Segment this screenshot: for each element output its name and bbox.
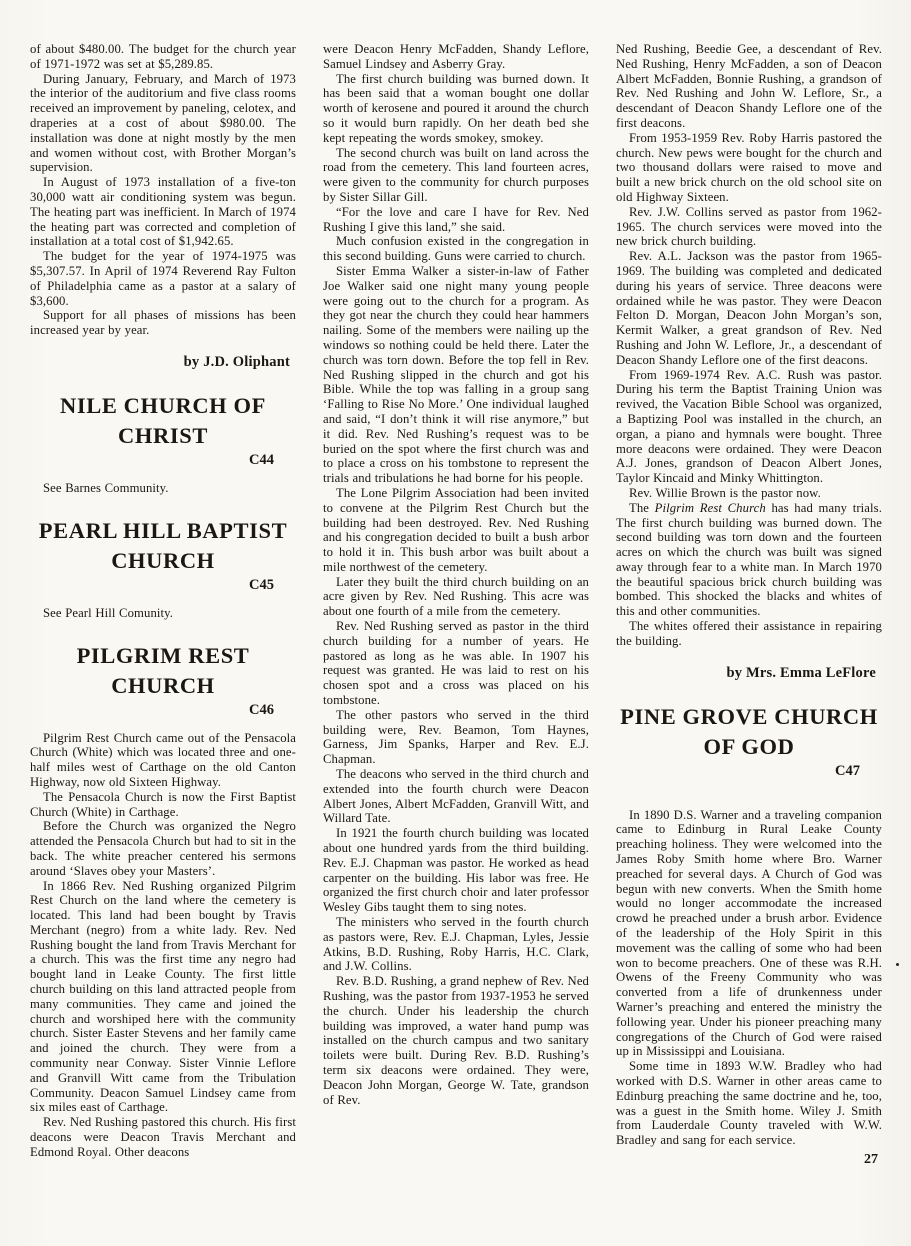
paragraph: Some time in 1893 W.W. Bradley who had worked with D.S. Warner in other areas came to Edinburg preaching the same doctrine and he, too, was a guest in the Smith home. Wiley J. Smith from Lauderdale County traveled with W.W. Bradley and sang for each service. bbox=[616, 1059, 882, 1148]
paragraph: Ned Rushing, Beedie Gee, a descendant of Rev. Ned Rushing, Henry McFadden, a son of Deacon Albert McFadden, Bonnie Rushing, a grandson of Rev. Ned Rushing and John W. Leflore, Sr., a descendant of Deacon Shandy Leflore one of the first deacons. bbox=[616, 42, 882, 130]
paragraph: Rev. Ned Rushing served as pastor in the third church building for a number of years. He pastored as long as he was able. In 1907 his request was granted. He was laid to rest on his chosen spot and a cross was placed on his tombstone. bbox=[323, 619, 589, 708]
section-heading: PINE GROVE CHURCH OF GOD bbox=[620, 703, 878, 759]
byline: by J.D. Oliphant bbox=[183, 353, 290, 370]
paragraph: The budget for the year of 1974-1975 was $5,307.57. In April of 1974 Reverend Ray Fulton of Philadelphia came as a pastor at a salary of $3,600. bbox=[30, 249, 296, 308]
paragraph: During January, February, and March of 1973 the interior of the auditorium and five class rooms received an improvement by paneling, celotex, and draperies at a cost of about $980.00. The installation was done at night mostly by the men and women without cost, with Brother Morgan’s supervision. bbox=[30, 71, 296, 175]
paragraph: “For the love and care I have for Rev. Ned Rushing I give this land,” she said. bbox=[323, 204, 589, 234]
paragraph: Rev. A.L. Jackson was the pastor from 1965-1969. The building was completed and dedicated during his years of service. Three deacons were ordained while he was pastor. They were Deacon Felton D. Morgan, Deacon John Morgan’s son, Kermit Walker, a great grandson of Rev. Ned Rushing and John W. Leflore, Jr., a descendant of Deacon Shandy Leflore one of the first deacons. bbox=[616, 249, 882, 367]
paragraph: In 1866 Rev. Ned Rushing organized Pilgrim Rest Church on the land where the cemetery is located. This land had been bought by Travis Merchant (negro) from a white lady. Rev. Ned Rushing bought the land from Travis Merchant for a church. This was the first time any negro had bought land in Leake County. The first little church building on this land attracted people from many communities. They came and joined the church and worshiped here with the community church. Sister Easter Stevens and her family came and joined the church. They were from a community near Conway. Sister Vinnie Leflore and Granvill Witt came from the Tribulation Community. Deacon Samuel Lindsey came from six miles east of Carthage. bbox=[30, 878, 296, 1115]
paragraph: See Barnes Community. bbox=[43, 480, 169, 495]
paragraph: The whites offered their assistance in repairing the building. bbox=[616, 619, 882, 648]
paragraph: Support for all phases of missions has been increased year by year. bbox=[30, 308, 296, 338]
paragraph: The Pensacola Church is now the First Baptist Church (White) in Carthage. bbox=[30, 789, 296, 819]
paragraph bbox=[616, 501, 882, 619]
paragraph: See Pearl Hill Comunity. bbox=[43, 605, 174, 620]
paragraph: Rev. Willie Brown is the pastor now. bbox=[629, 485, 821, 500]
section-heading: PILGRIM REST CHURCH bbox=[76, 642, 250, 698]
paragraph: Later they built the third church building on an acre given by Rev. Ned Rushing. This acre was about one fourth of a mile from the cemetery. bbox=[323, 574, 589, 619]
paragraph: The first church building was burned down. It has been said that a woman bought one dollar worth of kerosene and poured it around the church so it would burn rapidly. On her death bed she kept repeating the words smokey, smokey. bbox=[323, 71, 589, 145]
scan-artifact-dot bbox=[896, 963, 899, 966]
paragraph: In 1921 the fourth church building was located about one hundred yards from the third building. Rev. E.J. Chapman was pastor. He worked as head carpenter on the building. His labor was free. He organized the first church choir and later professor Wesley Gibs taught them to sing notes. bbox=[323, 826, 589, 915]
paragraph: Before the Church was organized the Negro attended the Pensacola Church but had to sit in the back. The white preacher centered his sermons around ‘Slaves obey your Masters’. bbox=[30, 819, 296, 878]
paragraph: The second church was built on land across the road from the cemetery. This land fourteen acres, were given to the community for church purposes by Sister Sillar Gill. bbox=[323, 145, 589, 204]
paragraph: In 1890 D.S. Warner and a traveling companion came to Edinburg in Rural Leake County preaching holiness. They were welcomed into the James Roby Smith home where Bro. Warner preached for several days. A Church of God was begun with new converts. When the Smith home would no longer accommodate the increased crowd he preached under a brush arbor. Evidence of the leadership of the Holy Spirit in this movement was the calling of some who had been won to become preachers. One of these was R.H. Owens of the Freeny Community who was converted from a life of drunkenness under Warner’s preaching and entered the ministry the following year. Under his pioneer preaching many congregations of the Church of God were raised up in Mississippi and Louisiana. bbox=[616, 807, 882, 1059]
paragraph: Pilgrim Rest Church came out of the Pensacola Church (White) which was located three and one-half miles west of Carthage on the old Canton Highway, now old Sixteen Highway. bbox=[30, 730, 296, 789]
section-heading: PEARL HILL BAPTIST CHURCH bbox=[38, 517, 288, 573]
column-2 bbox=[323, 42, 589, 1168]
paragraph: The Lone Pilgrim Association had been invited to convene at the Pilgrim Rest Church but the building had been destroyed. Rev. Ned Rushing and his congregation decided to built a bush arbor to hold it in. This bush arbor was built about a mile northwest of the cemetery. bbox=[323, 485, 589, 574]
paragraph: In August of 1973 installation of a five-ton 30,000 watt air conditioning system was begun. The heating part was inefficient. In March of 1974 the heating part was corrected and completion of installation at a total cost of $1,942.65. bbox=[30, 175, 296, 249]
paragraph: The other pastors who served in the third building were, Rev. Beamon, Tom Haynes, Garness, Jim Spanks, Harper and Rev. E.J. Chapman. bbox=[323, 707, 589, 767]
column-3 bbox=[616, 42, 882, 1168]
section-code: C46 bbox=[249, 701, 274, 718]
text-run: The bbox=[629, 500, 655, 515]
paragraph: From 1969-1974 Rev. A.C. Rush was pastor. During his term the Baptist Training Union was revived, the Vacation Bible School was organized, a Baptizing Pool was installed in the church, an organ, a piano and hymnals were bought. Three more deacons were ordained. They were Deacon A.J. Jones, grandson of Deacon Albert Jones, Taylor Kincaid and Minky Whittington. bbox=[616, 367, 882, 486]
paragraph: From 1953-1959 Rev. Roby Harris pastored the church. New pews were bought for the church and two thousand dollars were raised to move and built a new brick church on the old school site on old Highway Sixteen. bbox=[616, 130, 882, 204]
paragraph: Sister Emma Walker a sister-in-law of Father Joe Walker said one night many young people were going out to the church for a program. As they got near the church they could hear hammers nailing. Some of the members were nailing up the windows so nothing could be held there. Later the church was torn down. Before the top fell in Rev. Ned Rushing slipped in the church and got his Bible. While the top was falling in a group sang ‘Falling to Rise No More.’ One individual laughed and said, “I don’t think it will rise anymore,” but it did. Rev. Ned Rushing’s request was to be buried on the spot where the first church was and to place a cross on his tombstone to represent the trials and tribulations he had borne for his people. bbox=[323, 263, 589, 486]
paragraph: Much confusion existed in the congregation in this second building. Guns were carried to church. bbox=[323, 234, 589, 264]
column-1 bbox=[30, 42, 296, 1168]
paragraph: of about $480.00. The budget for the church year of 1971-1972 was set at $5,289.85. bbox=[30, 42, 296, 71]
text-run: has had many trials. The first church building was burned down. The second building was torn down and the fourteen acres on which the church was built was signed away through fear to a white man. In March 1970 the beautiful spacious brick church building was bombed. This shocked the blacks and whites of this and other communities. bbox=[616, 500, 882, 619]
column-layout bbox=[30, 42, 882, 1168]
italic-text-run: Pilgrim Rest Church bbox=[654, 500, 766, 515]
paragraph: The deacons who served in the third church and extended into the fourth church were Deacon Albert Jones, Albert McFadden, Granvill Witt, and Willard Tate. bbox=[323, 767, 589, 826]
section-heading: NILE CHURCH OF CHRIST bbox=[60, 392, 266, 448]
page-number: 27 bbox=[864, 1152, 878, 1167]
paragraph: were Deacon Henry McFadden, Shandy Leflore, Samuel Lindsey and Asberry Gray. bbox=[323, 42, 589, 71]
section-code: C44 bbox=[249, 451, 274, 468]
paragraph: The ministers who served in the fourth church as pastors were, Rev. E.J. Chapman, Lyles, Jessie Atkins, B.D. Rushing, Roby Harris, H.C. Clark, and J.W. Collins. bbox=[323, 915, 589, 974]
section-code: C45 bbox=[249, 576, 274, 593]
paragraph: Rev. J.W. Collins served as pastor from 1962-1965. The church services were moved into the new brick church building. bbox=[616, 204, 882, 249]
section-code: C47 bbox=[835, 762, 860, 779]
paragraph: Rev. Ned Rushing pastored this church. His first deacons were Deacon Travis Merchant and Edmond Royal. Other deacons bbox=[30, 1115, 296, 1159]
byline: by Mrs. Emma LeFlore bbox=[726, 664, 876, 681]
paragraph: Rev. B.D. Rushing, a grand nephew of Rev. Ned Rushing, was the pastor from 1937-1953 he served the church. Under his leadership the church building was improved, a water hand pump was installed on the church campus and two sanitary toilets were built. During Rev. B.D. Rushing’s term six deacons were ordained. They were, Deacon John Morgan, George W. Tate, grandson of Rev. bbox=[323, 974, 589, 1107]
